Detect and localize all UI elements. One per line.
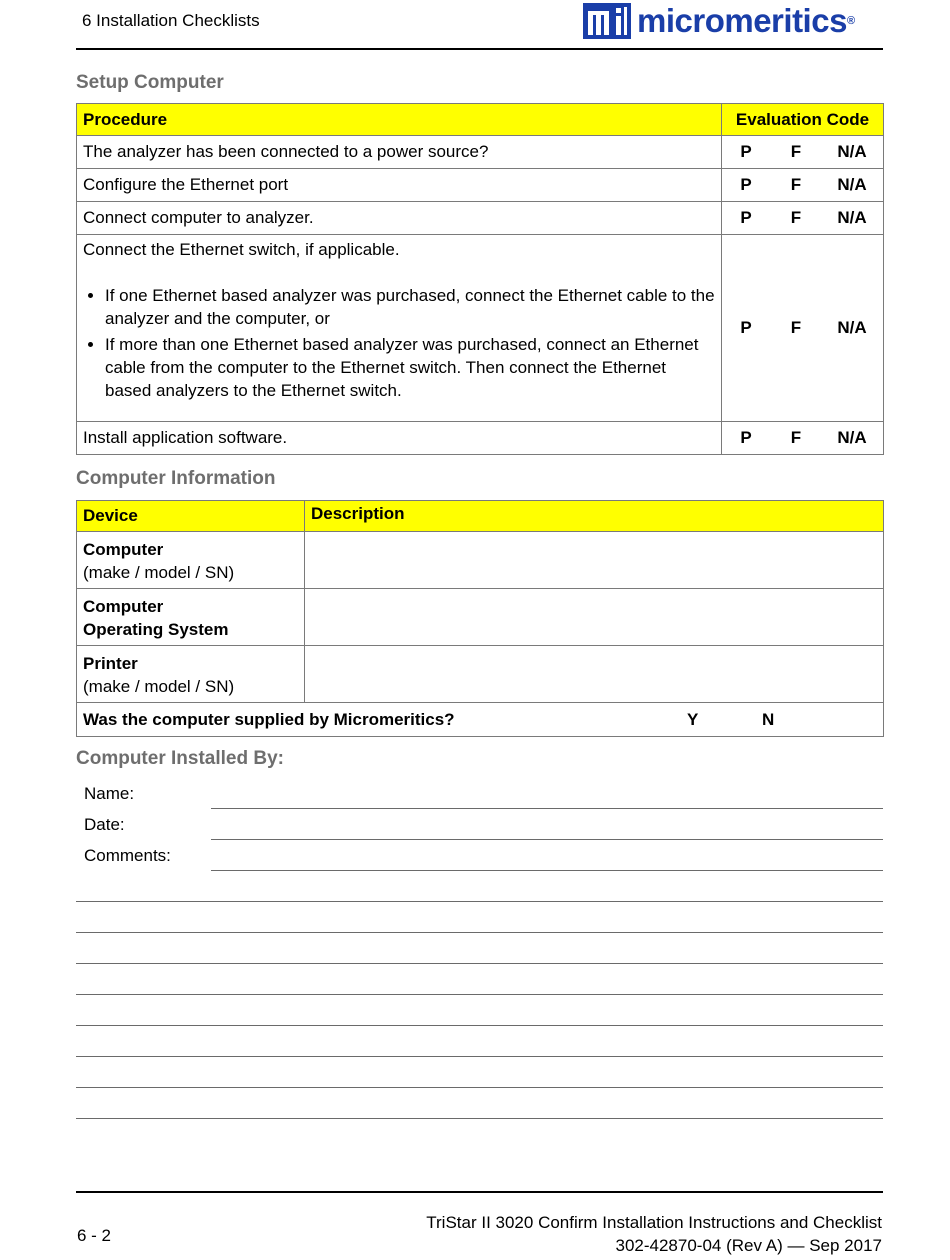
device-cell	[77, 589, 305, 646]
code-na[interactable]: N/A	[837, 318, 867, 337]
procedure-cell	[77, 235, 722, 422]
document-title: TriStar II 3020 Confirm Installation Instructions and Checklist	[426, 1213, 882, 1232]
code-pass[interactable]: P	[740, 428, 752, 447]
table-row	[77, 646, 884, 703]
procedure-text: Connect the Ethernet switch, if applicable.	[83, 240, 400, 259]
procedure-header: Procedure	[77, 104, 722, 136]
header-rule	[76, 48, 883, 50]
computer-info-table	[76, 500, 884, 737]
procedure-text: Configure the Ethernet port	[77, 169, 722, 202]
comment-line[interactable]	[76, 901, 883, 902]
code-na[interactable]: N/A	[837, 175, 867, 194]
table-row	[77, 589, 884, 646]
evaluation-codes	[722, 169, 884, 202]
installed-by-heading: Computer Installed By:	[76, 748, 284, 769]
table-row	[77, 202, 884, 235]
device-detail: (make / model / SN)	[83, 677, 235, 696]
table-row	[77, 532, 884, 589]
setup-heading: Setup Computer	[76, 72, 224, 93]
comment-line[interactable]	[76, 994, 883, 995]
computer-info-heading: Computer Information	[76, 468, 276, 489]
code-na[interactable]: N/A	[837, 208, 867, 227]
description-field[interactable]	[305, 646, 884, 703]
device-detail: Operating System	[83, 620, 229, 639]
procedure-text: Install application software.	[77, 422, 722, 455]
code-na[interactable]: N/A	[837, 142, 867, 161]
description-header: Description	[305, 501, 884, 532]
device-cell	[77, 532, 305, 589]
table-row	[77, 136, 884, 169]
table-row	[77, 422, 884, 455]
evaluation-codes	[722, 136, 884, 169]
code-fail[interactable]: F	[790, 428, 802, 447]
evaluation-codes	[722, 235, 884, 422]
computer-info-header-row	[77, 501, 884, 532]
evaluation-codes	[722, 422, 884, 455]
comment-line[interactable]	[76, 1025, 883, 1026]
supplied-yes[interactable]: Y	[687, 710, 699, 729]
comment-line[interactable]	[76, 1087, 883, 1088]
comments-label: Comments:	[84, 846, 171, 865]
supplied-question: Was the computer supplied by Micromeritics?	[83, 709, 455, 729]
date-field[interactable]	[211, 839, 883, 840]
logo-wordmark: micromeritics	[637, 2, 847, 39]
date-label: Date:	[84, 815, 125, 834]
chapter-title: 6 Installation Checklists	[82, 11, 260, 30]
registered-mark: ®	[846, 15, 856, 27]
code-fail[interactable]: F	[790, 142, 802, 161]
name-label: Name:	[84, 784, 135, 803]
comment-line[interactable]	[76, 1056, 883, 1057]
device-name: Computer	[83, 540, 164, 559]
code-pass[interactable]: P	[740, 208, 752, 227]
supplied-no[interactable]: N	[762, 710, 775, 729]
footer-rule	[76, 1191, 883, 1193]
procedure-text: Connect computer to analyzer.	[77, 202, 722, 235]
comments-field[interactable]	[211, 870, 883, 871]
procedure-text: The analyzer has been connected to a power source?	[77, 136, 722, 169]
device-name: Printer	[83, 654, 138, 673]
table-row	[77, 235, 884, 422]
supplied-row	[77, 703, 884, 737]
bullet-item: • If more than one Ethernet based analyzer was purchased, connect an Ethernet cable from the computer to the Ethernet switch. Then connect the Ethernet based analyzers to the Ethernet switch.	[105, 333, 715, 402]
table-row	[77, 169, 884, 202]
code-pass[interactable]: P	[740, 175, 752, 194]
setup-table	[76, 103, 884, 455]
device-name: Computer	[83, 597, 164, 616]
micromeritics-logo	[583, 2, 855, 40]
comment-line[interactable]	[76, 932, 883, 933]
page-number: 6 - 2	[77, 1226, 112, 1245]
document-number: 302-42870-04 (Rev A) — Sep 2017	[615, 1236, 882, 1255]
code-fail[interactable]: F	[790, 318, 802, 337]
comment-line[interactable]	[76, 1118, 883, 1119]
code-na[interactable]: N/A	[837, 428, 867, 447]
comment-line[interactable]	[76, 963, 883, 964]
description-field[interactable]	[305, 589, 884, 646]
setup-header-row	[77, 104, 884, 136]
evaluation-codes	[722, 202, 884, 235]
device-detail: (make / model / SN)	[83, 563, 235, 582]
device-cell	[77, 646, 305, 703]
description-field[interactable]	[305, 532, 884, 589]
supplied-cell	[77, 703, 884, 737]
code-pass[interactable]: P	[740, 142, 752, 161]
evaluation-header: Evaluation Code	[722, 104, 884, 136]
code-fail[interactable]: F	[790, 208, 802, 227]
code-pass[interactable]: P	[740, 318, 752, 337]
logo-mark-icon	[583, 3, 631, 39]
code-fail[interactable]: F	[790, 175, 802, 194]
procedure-bullets	[83, 284, 715, 402]
bullet-item: • If one Ethernet based analyzer was purchased, connect the Ethernet cable to the analyzer and the computer, or	[105, 284, 715, 330]
device-header: Device	[77, 501, 305, 532]
name-field[interactable]	[211, 808, 883, 809]
